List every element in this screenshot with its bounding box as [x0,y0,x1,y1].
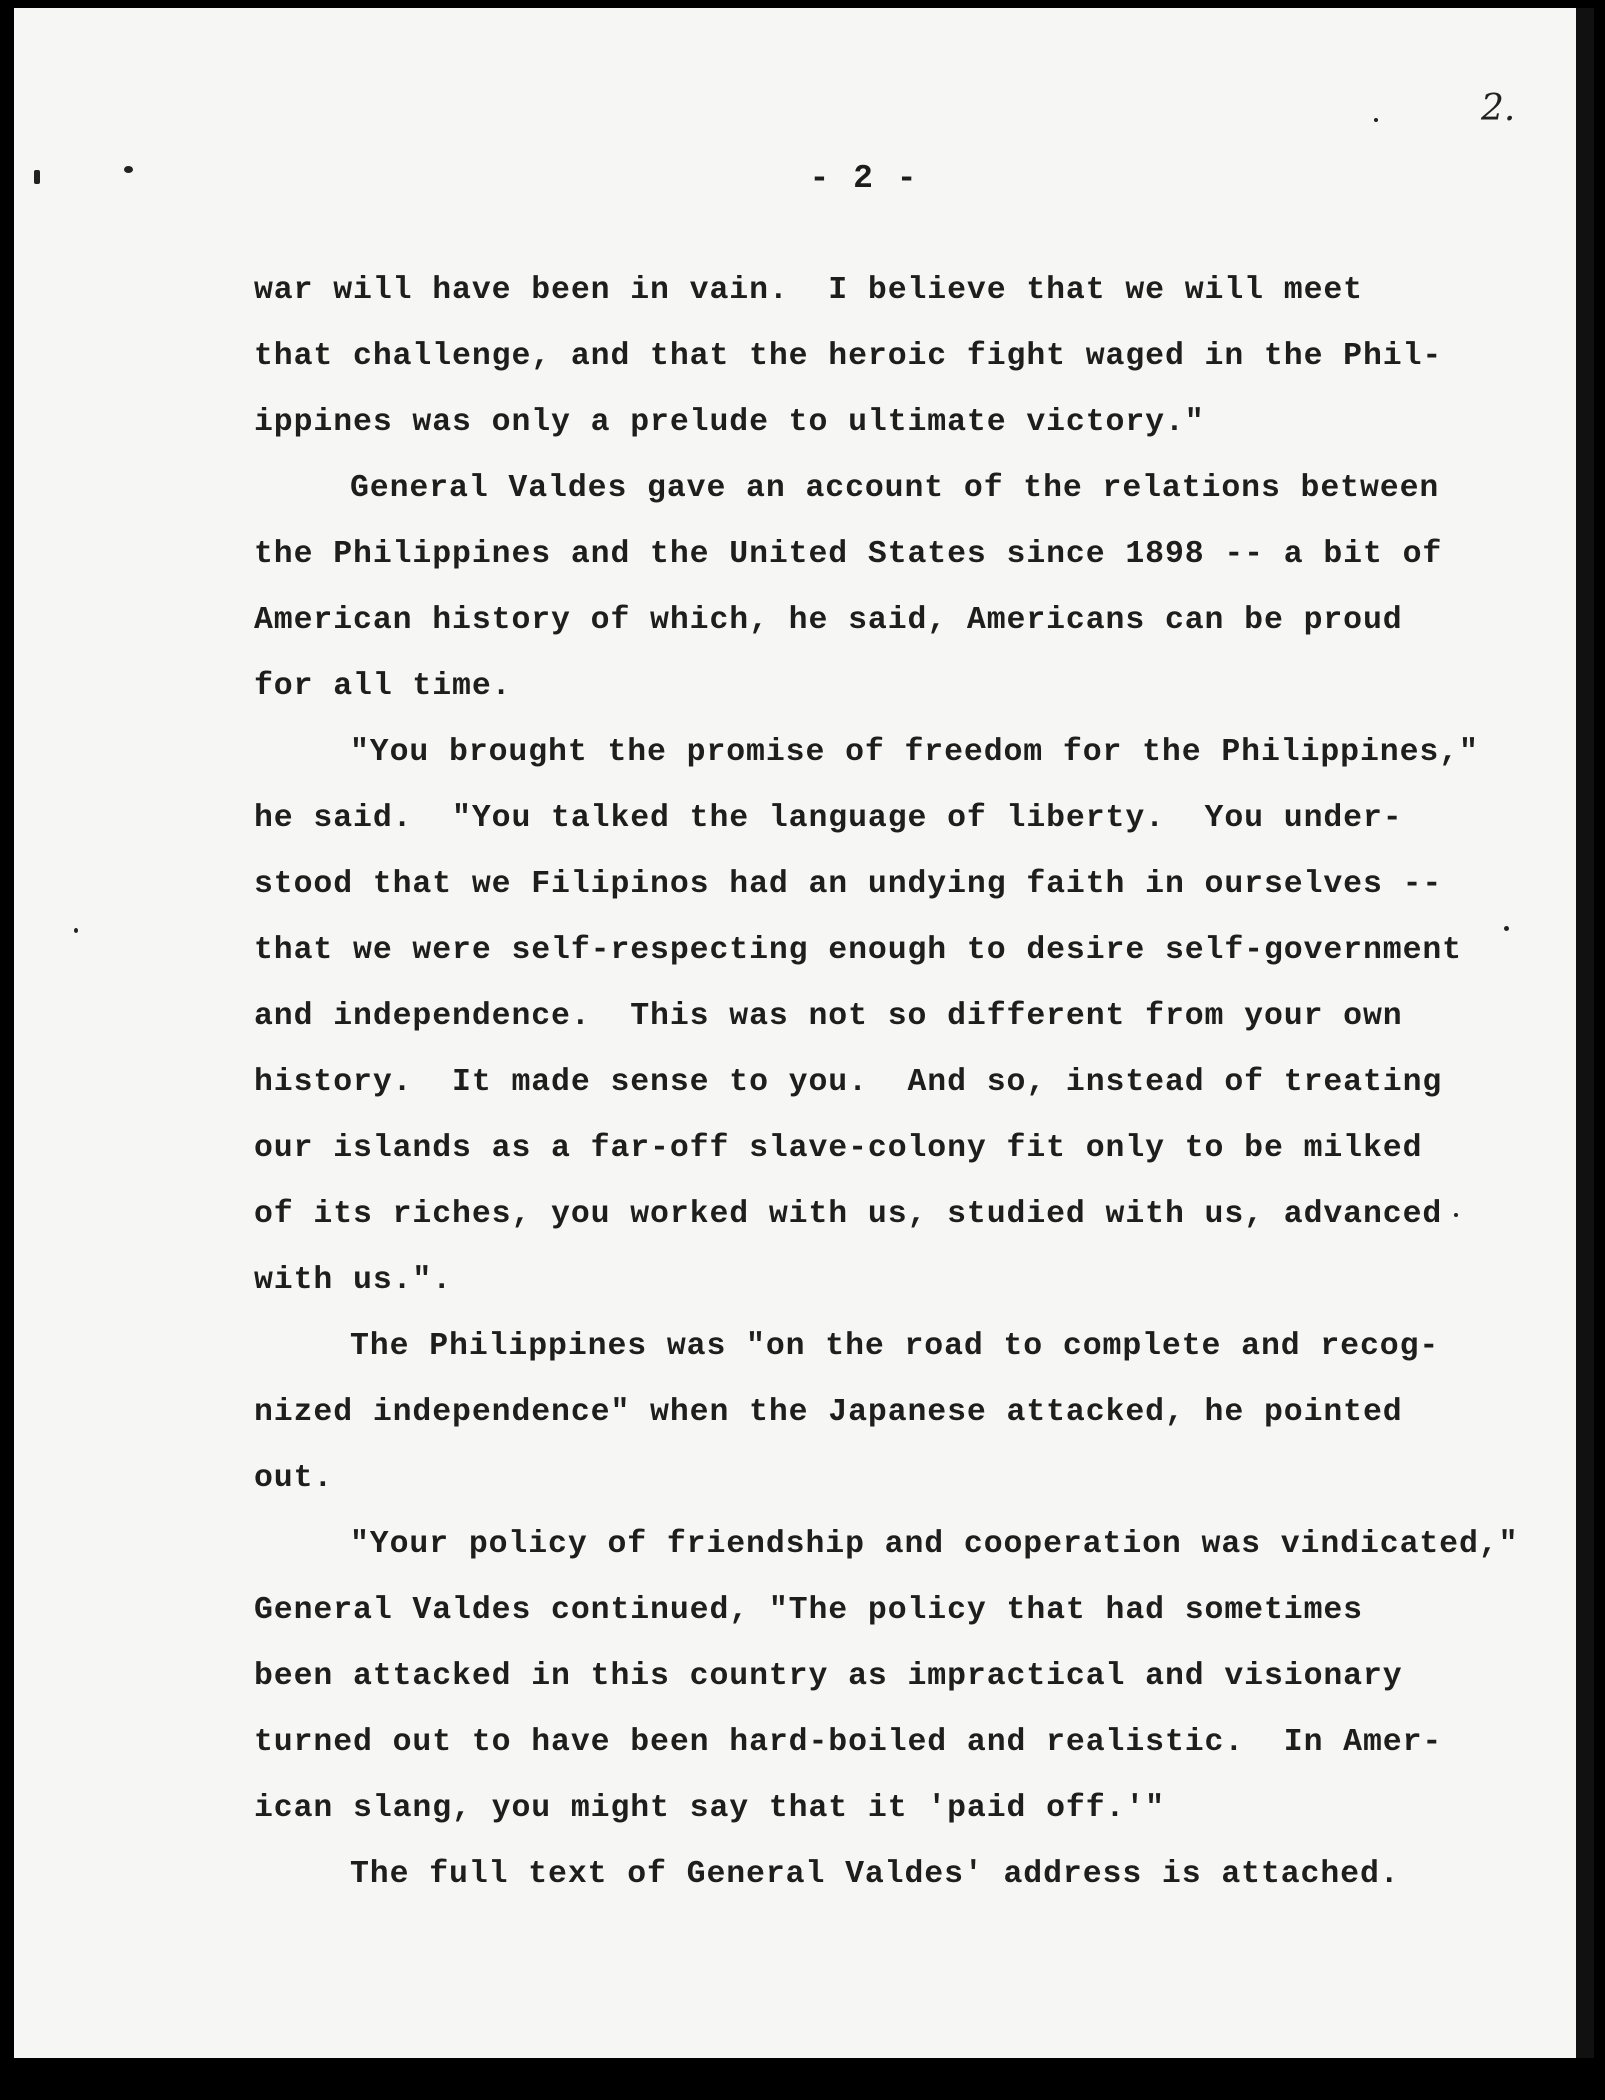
text-line: with us.". [254,1263,453,1298]
text-line: out. [254,1461,334,1496]
text-line: the Philippines and the United States since 1898 -- a bit of [254,537,1443,572]
scan-speck [1504,926,1509,931]
text-line: "You brought the promise of freedom for the Philippines," [350,735,1479,770]
text-line: history. It made sense to you. And so, instead of treating [254,1065,1443,1100]
text-line: "Your policy of friendship and cooperation was vindicated," [350,1527,1519,1562]
scan-speck [34,170,40,184]
document-page [14,8,1594,2058]
text-line: that we were self-respecting enough to desire self-government [254,933,1462,968]
text-line: General Valdes continued, "The policy that had sometimes [254,1593,1363,1628]
text-line: nized independence" when the Japanese attacked, he pointed [254,1395,1403,1430]
text-line: for all time. [254,669,512,704]
text-line: stood that we Filipinos had an undying faith in ourselves -- [254,867,1443,902]
body-text [254,258,1519,1908]
text-line: been attacked in this country as impractical and visionary [254,1659,1403,1694]
text-line: ican slang, you might say that it 'paid off.'" [254,1791,1165,1826]
page-number: - 2 - [809,160,919,197]
text-line: ippines was only a prelude to ultimate victory." [254,405,1205,440]
text-line: of its riches, you worked with us, studied with us, advanced [254,1197,1443,1232]
scan-speck [74,928,78,933]
handwritten-folio-mark: 2. [1481,88,1516,129]
text-line: General Valdes gave an account of the relations between [350,471,1440,506]
scan-speck [124,166,133,173]
scan-speck [1454,1213,1458,1217]
text-line: war will have been in vain. I believe that we will meet [254,273,1363,308]
text-line: The Philippines was "on the road to complete and recog- [350,1329,1440,1364]
scan-speck [1374,118,1378,122]
text-line: and independence. This was not so different from your own [254,999,1403,1034]
text-line: turned out to have been hard-boiled and realistic. In Amer- [254,1725,1443,1760]
text-line: that challenge, and that the heroic fight waged in the Phil- [254,339,1443,374]
text-line: he said. "You talked the language of liberty. You under- [254,801,1403,836]
text-line: our islands as a far-off slave-colony fit only to be milked [254,1131,1423,1166]
text-line: American history of which, he said, Americans can be proud [254,603,1403,638]
text-line: The full text of General Valdes' address is attached. [350,1857,1400,1892]
